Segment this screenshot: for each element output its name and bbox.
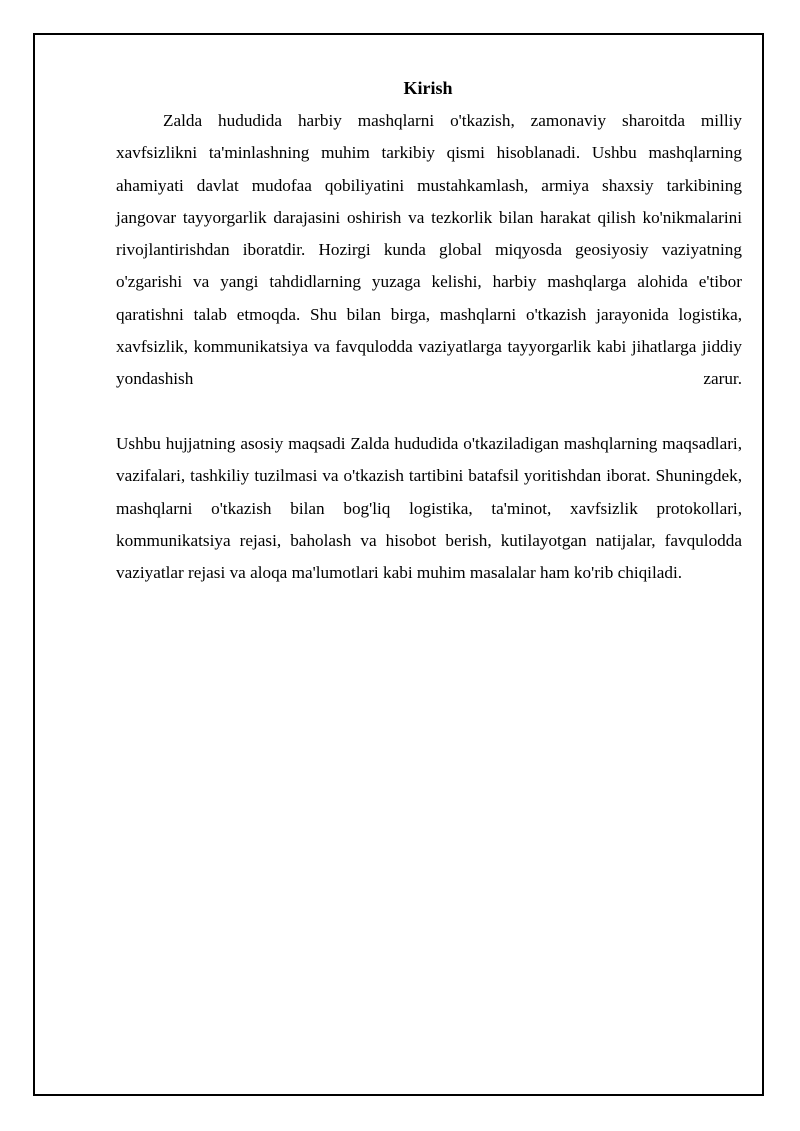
page-title: Kirish [403,78,453,98]
intro-paragraph-1: Zalda hududida harbiy mashqlarni o'tkazish, zamonaviy sharoitda milliy xavfsizlikni ta'minlashning muhim tarkibiy qismi hisoblanadi. Ushbu mashqlarning ahamiyati davlat mudofaa qobiliyatini mustahkamlash, armiya shaxsiy tarkibining jangovar tayyorgarlik darajasini oshirish va tezkorlik bilan harakat qilish ko'nikmalarini rivojlantirishdan iboratdir. Hozirgi kunda global miqyosda geosiyosiy vaziyatning o'zgarishi va yangi tahdidlarning yuzaga kelishi, harbiy mashqlarga alohida e'tibor qaratishni talab etmoqda. Shu bilan birga, mashqlarni o'tkazish jarayonida logistika, xavfsizlik, kommunikatsiya va favqulodda vaziyatlarga tayyorgarlik kabi jihatlarga jiddiy yondashish zarur. [116,111,742,389]
intro-paragraph-2: Ushbu hujjatning asosiy maqsadi Zalda hududida o'tkaziladigan mashqlarning maqsadlari, vazifalari, tashkiliy tuzilmasi va o'tkazish tartibini batafsil yoritishdan iborat. Shuningdek, mashqlarni o'tkazish bilan bog'liq logistika, ta'minot, xavfsizlik protokollari, kommunikatsiya rejasi, baholash va hisobot berish, kutilayotgan natijalar, favqulodda vaziyatlar rejasi va aloqa ma'lumotlari kabi muhim masalalar ham ko'rib chiqiladi. [116,434,742,583]
